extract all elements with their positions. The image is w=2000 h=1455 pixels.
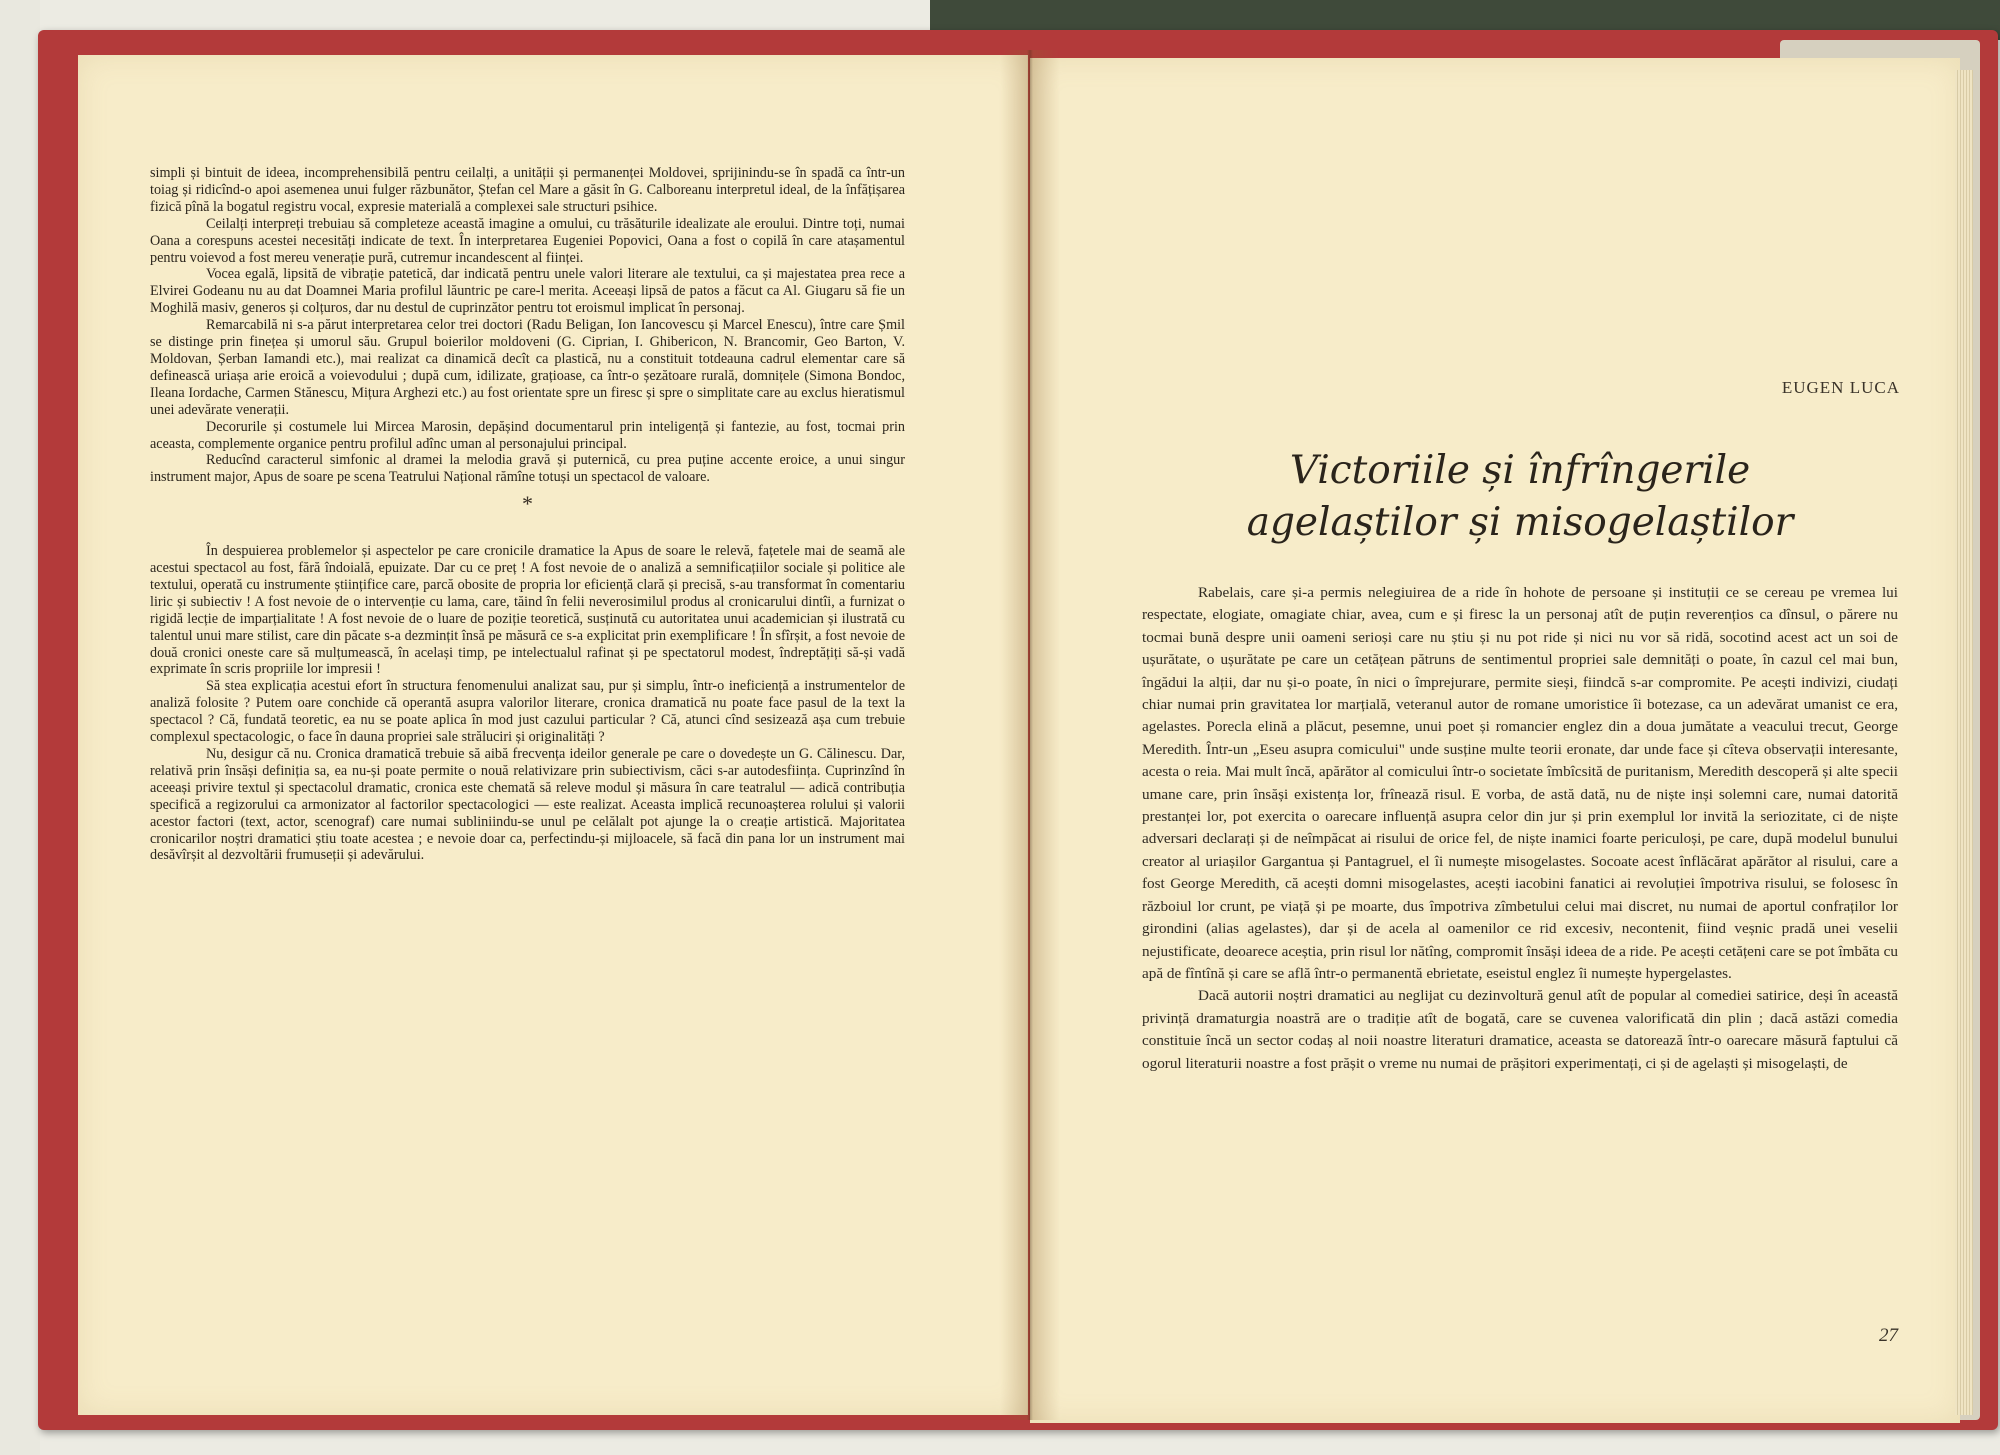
- right-paragraph: Rabelais, care și-a permis nelegiuirea de a ride în hohote de persoane și instituții ce se cereau pe vremea lui respectate, elogiate, omagiate chiar, avea, cum e și firesc la un personaj atît de puțin reverențios ca dînsul, o părere nu tocmai bună despre unii oameni serioși care nu știu și nu pot ride și nici nu vor să ridă, socotind acest act un soi de ușurătate, o ușurătate pe care un cetățean pătruns de sentimentul propriei sale demnități o poate, în cazul cel mai bun, îngădui la alții, dar nu și-o poate, în nici o împrejurare, permite sieși, fiindcă s-ar compromite. Pe acești indivizi, ciudați chiar numai prin gravitatea lor marțială, veteranul autor de romane umoristice îi botezase, ca un adevărat umanist ce era, agelastes. Porecla elină a plăcut, pesemne, unui poet și romancier englez din a doua jumătate a veacului trecut, George Meredith. Într-un „Eseu asupra comicului" unde susține multe teorii eronate, dar unde face și cîteva observații interesante, acesta o reia. Mai mult încă, apărător al comicului într-o societate îmbîcsită de puritanism, Meredith descoperă și alte specii umane care, prin însăși existența lor, frînează risul. E vorba, de astă dată, nu de niște inși solemni care, numai datorită prestanței lor, pot exercita o oarecare influență asupra celor din jur și prin exemplul lor invită la seriozitate, ci de niște adversari declarați și de neîmpăcat ai risului de orice fel, de niște inamici foarte periculoși, pe care, după modelul bunului creator al uriașilor Gargantua și Pantagruel, el îi numește misogelastes. Socoate acest înflăcărat apărător al risului, care a fost George Meredith, că acești domni misogelastes, acești iacobini fanatici ai revoluției împotriva risului, se folosesc în războiul lor crunt, pe viață și pe moarte, dus împotriva zîmbetului celui mai discret, nu numai de aportul confraților lor girondini (alias agelastes), dar și de acela al oamenilor ce rid excesiv, necontenit, fiind veșnic pradă unei veselii nejustificate, deoarece aceștia, prin risul lor nătîng, compromit însăși ideea de a ride. Pe acești cetățeni care se pot îmbăta cu apă de fîntînă și care se află într-o permanentă ebrietate, eseistul englez îi numește hypergelastes.: [1142, 584, 1898, 982]
- article-title: [1160, 445, 1880, 549]
- left-paragraph: Vocea egală, lipsită de vibrație patetică, dar indicată pentru unele valori literare ale textului, ca și majestatea prea rece a Elvirei Godeanu nu au dat Doamnei Maria profilul lăuntric pe care-l merita. Aceeași lipsă de patos a făcut ca Al. Giugaru să fie un Moghilă masiv, generos și colțuros, dar nu destul de cuprinzător pentru tot eroismul implicat în personaj.: [150, 266, 905, 317]
- title-line: Victoriile și înfrîngerile: [1289, 448, 1751, 493]
- left-paragraph: Nu, desigur că nu. Cronica dramatică trebuie să aibă frecvența ideilor generale pe care o dovedește un G. Călinescu. Dar, relativă prin însăși definiția sa, ea nu-și poate permite o nouă relativizare prin subiectivism, căci s-ar autodesființa. Cuprinzînd în aceeași privire textul și spectacolul dramatic, cronica este chemată să releve modul și măsura în care teatralul — adică contribuția specifică a regizorului ca armonizator al factorilor spectacologici — este realizat. Aceasta implică recunoașterea rolului și valorii acestor factori (text, actor, scenograf) care numai subliniindu-se unul pe celălalt pot ajunge la o creație artistică. Majoritatea cronicarilor noștri dramatici știu toate acestea ; e nevoie doar ca, perfectindu-și mijloacele, să facă din pana lor un instrument mai desăvîrșit al dezvoltării frumuseții și adevărului.: [150, 746, 905, 864]
- section-separator: *: [522, 491, 533, 517]
- scan-margin: [0, 0, 40, 1455]
- left-paragraph: Reducînd caracterul simfonic al dramei la melodia gravă și puternică, cu prea puține accente eroice, a unui singur instrument major, Apus de soare pe scena Teatrului Național rămîne totuși un spectacol de valoare.: [150, 452, 905, 486]
- title-line: agelaștilor și misogelaștilor: [1246, 500, 1794, 545]
- book-gutter: [1000, 50, 1060, 1420]
- left-page-text: [150, 165, 905, 864]
- left-paragraph: Să stea explicația acestui efort în structura fenomenului analizat sau, pur și simplu, într-o ineficiență a instrumentelor de analiză folosite ? Putem oare conchide că operantă asupra valorilor literare, cronica dramatică nu poate face pasul de la text la spectacol ? Că, fundată teoretic, ea nu se poate aplica în mod just cazului particular ? Că, atunci cînd sesizează așa cum trebuie complexul spectacologic, o face în dauna propriei sale străluciri și originalități ?: [150, 678, 905, 746]
- article-author: EUGEN LUCA: [1781, 378, 1900, 397]
- page-stack-edge: [1955, 70, 1973, 1415]
- right-page-text: [1142, 582, 1898, 1075]
- left-paragraph: simpli și bintuit de ideea, incomprehensibilă pentru ceilalți, a unității și permanenței Moldovei, sprijinindu-se în spadă ca într-un toiag și ridicînd-o apoi asemenea unui fulger răzbunător, Ștefan cel Mare a găsit în G. Calboreanu interpretul ideal, de la înfățișarea fizică pînă la bogatul registru vocal, expresie materială a complexei sale structuri psihice.: [150, 165, 905, 215]
- left-paragraph: Ceilalți interpreți trebuiau să completeze această imagine a omului, cu trăsăturile idealizate ale eroului. Dintre toți, numai Oana a corespuns acestei necesități indicate de text. În interpretarea Eugeniei Popovici, Oana a fost o copilă în care atașamentul pentru voievod a fost mereu venerație pură, cutremur incandescent al ființei.: [150, 215, 905, 266]
- left-paragraph: Decorurile și costumele lui Mircea Marosin, depășind documentarul prin inteligență și fantezie, au fost, tocmai prin aceasta, complemente organice pentru profilul adînc uman al personajului principal.: [150, 418, 905, 452]
- page-number: 27: [1879, 1325, 1898, 1346]
- left-paragraph: În despuierea problemelor și aspectelor pe care cronicile dramatice la Apus de soare le relevă, fațetele mai de seamă ale acestui spectacol au fost, fără îndoială, epuizate. Dar cu ce preț ! A fost nevoie de o analiză a semnificațiilor sociale și politice ale textului, operată cu instrumente științifice care, parcă obosite de propria lor eficiență clară și precisă, s-au transformat în comentariu liric și subiectiv ! A fost nevoie de o intervenție cu lama, care, tăind în felii neverosimilul produs al cronicarului dintîi, a furnizat o rigidă lecție de imparțialitate ! A fost nevoie de o luare de poziție teoretică, susținută cu autoritatea unui academician și ilustrată cu talentul unui mare stilist, care din păcate s-a dezmințit însă pe măsură ce s-a explicitat prin exemplificare ! În sfîrșit, a fost nevoie de două cronici oneste care să mulțumească, în același timp, pe intelectualul rafinat și pe spectatorul modest, îndreptățiți să-și vadă exprimate în scris propriile lor impresii !: [150, 543, 905, 678]
- left-paragraph: Remarcabilă ni s-a părut interpretarea celor trei doctori (Radu Beligan, Ion Iancovescu și Marcel Enescu), între care Șmil se distinge prin finețea și umorul său. Grupul boierilor moldoveni (G. Ciprian, I. Ghibericon, N. Brancomir, Geo Barton, V. Moldovan, Șerban Iamandi etc.), mai realizat ca dinamică decît ca plastică, nu a constituit totdeauna cadrul elementar care să definească uriașa arie eroică a voievodului ; după cum, idilizate, grațioase, ca într-o șezătoare rurală, domnițele (Simona Bondoc, Ileana Iordache, Carmen Stănescu, Mițura Arghezi etc.) au fost orientate spre un firesc și spre o simplitate care au exclus hieratismul unei adevărate venerații.: [150, 317, 905, 418]
- right-paragraph: Dacă autorii noștri dramatici au neglijat cu dezinvoltură genul atît de popular al comediei satirice, deși în această privință dramaturgia noastră are o tradiție atît de bogată, care se cuvenea valorificată din plin ; dacă astăzi comedia constituie încă un sector codaș al noii noastre literaturi dramatice, aceasta se datorează într-o oarecare măsură faptului că ogorul literaturii noastre a fost prășit o vreme nu numai de prășitori experimentați, ci și de agelaști și misogelaști, de: [1142, 987, 1898, 1072]
- separator-gap: [150, 519, 905, 543]
